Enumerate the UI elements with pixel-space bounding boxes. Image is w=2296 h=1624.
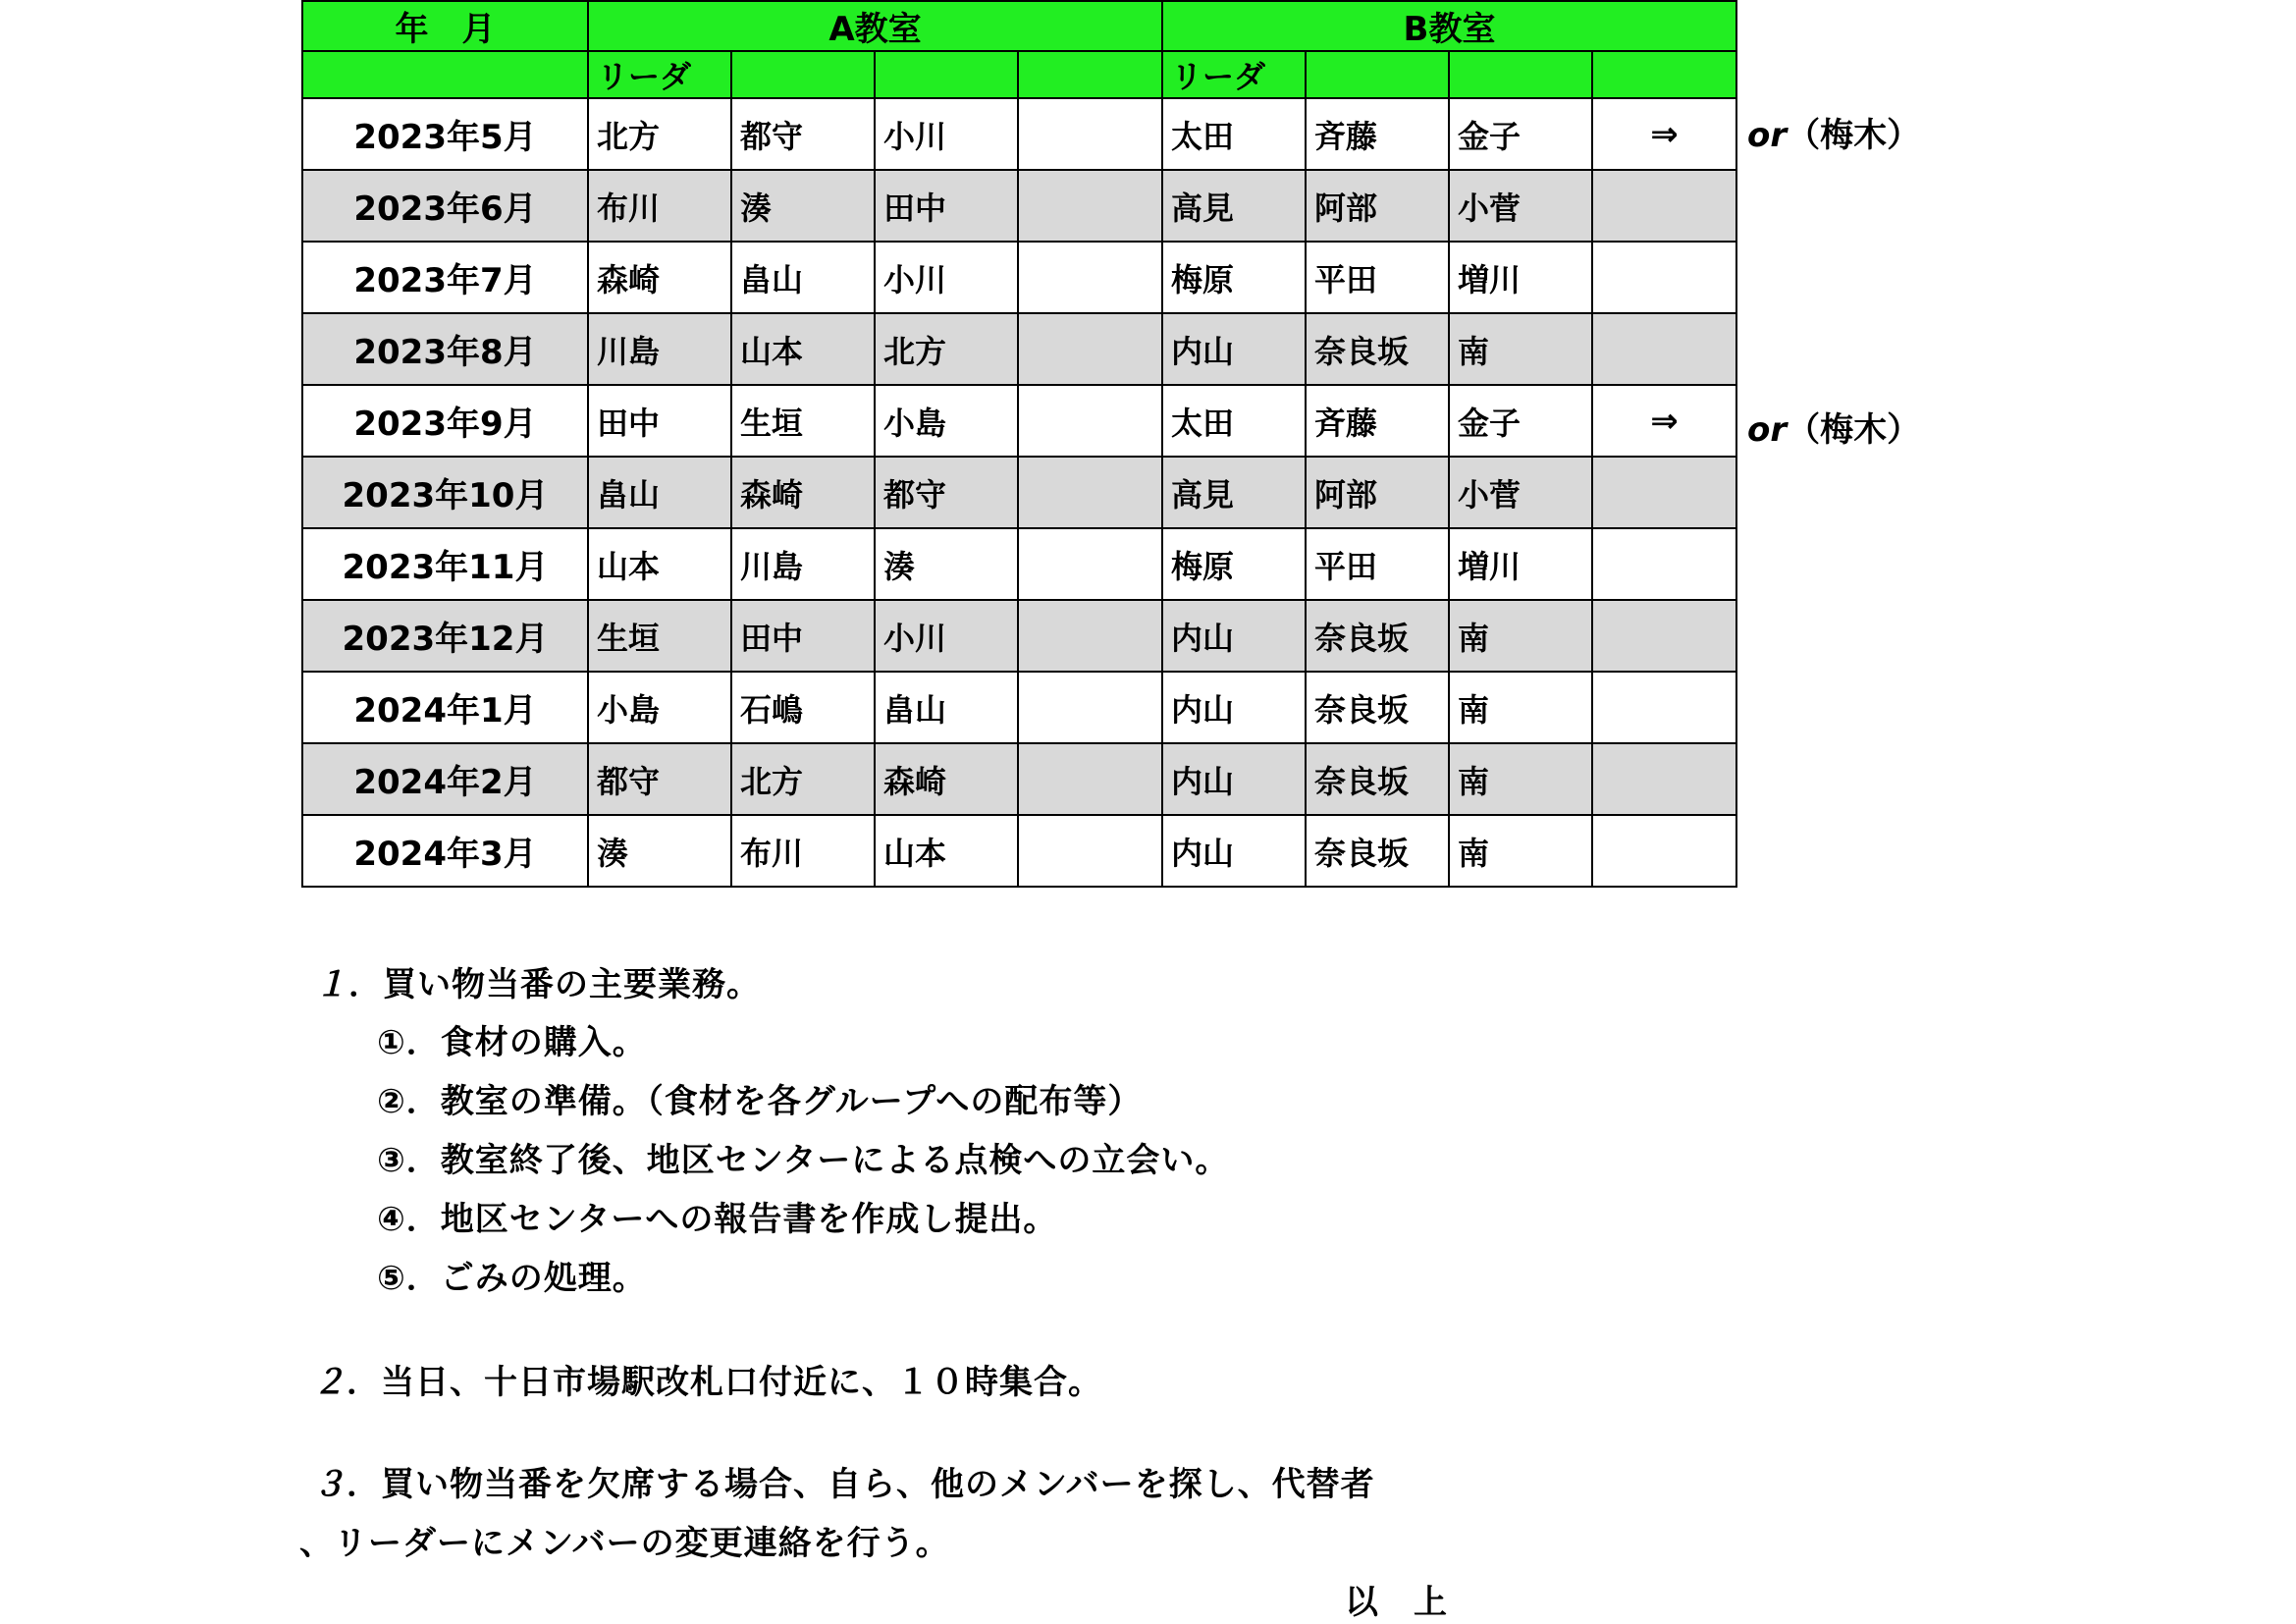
table-row (302, 457, 1736, 528)
table-row (302, 672, 1736, 743)
note-sub-3: ③．教室終了後、地区センターによる点検への立会い。 (377, 1141, 1230, 1180)
cell-a-member (1018, 313, 1162, 385)
header-blank (1449, 51, 1592, 98)
cell-a-member (1018, 672, 1162, 743)
header-row-top (302, 1, 1736, 51)
cell-year-month: 2023年8月 (302, 313, 588, 385)
cell-arrow (1592, 313, 1736, 385)
note-item-2-text: ．当日、十日市場駅改札口付近に、１０時集合。 (347, 1363, 1102, 1402)
cell-a-member (1018, 98, 1162, 170)
table-row (302, 98, 1736, 170)
cell-arrow (1592, 170, 1736, 242)
cell-arrow (1592, 528, 1736, 600)
cell-a-member: 湊 (875, 528, 1018, 600)
cell-b-leader: 高見 (1162, 457, 1306, 528)
cell-b-member: 南 (1449, 743, 1592, 815)
cell-arrow (1592, 457, 1736, 528)
cell-b-member: 奈良坂 (1306, 815, 1449, 887)
cell-b-member: 増川 (1449, 528, 1592, 600)
cell-a-member: 小川 (875, 242, 1018, 313)
cell-b-member: 南 (1449, 672, 1592, 743)
cell-a-leader: 布川 (588, 170, 731, 242)
cell-b-leader: 高見 (1162, 170, 1306, 242)
cell-a-member (1018, 743, 1162, 815)
header-blank (875, 51, 1018, 98)
header-year-month: 年 月 (302, 1, 588, 51)
header-leader-b: リーダ (1162, 51, 1306, 98)
cell-arrow (1592, 242, 1736, 313)
cell-b-member: 奈良坂 (1306, 600, 1449, 672)
cell-year-month: 2023年6月 (302, 170, 588, 242)
cell-a-member (1018, 457, 1162, 528)
table-row (302, 743, 1736, 815)
cell-year-month: 2023年12月 (302, 600, 588, 672)
cell-year-month: 2023年10月 (302, 457, 588, 528)
cell-a-member (1018, 385, 1162, 457)
cell-b-member: 平田 (1306, 528, 1449, 600)
cell-b-leader: 太田 (1162, 385, 1306, 457)
cell-a-leader: 生垣 (588, 600, 731, 672)
header-leader-a: リーダ (588, 51, 731, 98)
cell-a-member (1018, 528, 1162, 600)
cell-b-member: 阿部 (1306, 457, 1449, 528)
cell-b-member: 小菅 (1449, 457, 1592, 528)
cell-a-member: 布川 (731, 815, 875, 887)
cell-b-member: 増川 (1449, 242, 1592, 313)
cell-a-leader: 畠山 (588, 457, 731, 528)
cell-year-month: 2024年2月 (302, 743, 588, 815)
cell-a-member: 北方 (731, 743, 875, 815)
cell-b-member: 南 (1449, 313, 1592, 385)
table-row (302, 170, 1736, 242)
cell-a-member (1018, 170, 1162, 242)
cell-b-leader: 内山 (1162, 672, 1306, 743)
cell-arrow: ⇒ (1592, 98, 1736, 170)
cell-a-member: 石嶋 (731, 672, 875, 743)
cell-a-member: 森崎 (875, 743, 1018, 815)
cell-a-member: 川島 (731, 528, 875, 600)
cell-a-member: 畠山 (875, 672, 1018, 743)
cell-a-member: 湊 (731, 170, 875, 242)
cell-b-member: 金子 (1449, 385, 1592, 457)
cell-a-member: 小島 (875, 385, 1018, 457)
cell-b-member: 斉藤 (1306, 385, 1449, 457)
substitute-name: （梅木） (1787, 410, 1921, 450)
cell-year-month: 2024年1月 (302, 672, 588, 743)
cell-arrow (1592, 743, 1736, 815)
cell-a-leader: 湊 (588, 815, 731, 887)
substitute-name: （梅木） (1787, 116, 1921, 155)
cell-arrow (1592, 672, 1736, 743)
table-row (302, 528, 1736, 600)
header-blank (1018, 51, 1162, 98)
duty-schedule-table (301, 0, 1737, 888)
cell-a-leader: 都守 (588, 743, 731, 815)
note-item-1-text: ．買い物当番の主要業務。 (348, 965, 761, 1004)
cell-a-member: 生垣 (731, 385, 875, 457)
header-blank (731, 51, 875, 98)
cell-a-member: 田中 (731, 600, 875, 672)
cell-a-member: 山本 (731, 313, 875, 385)
cell-a-member: 都守 (875, 457, 1018, 528)
note-item-2-number: ２ (312, 1363, 347, 1402)
cell-a-member: 田中 (875, 170, 1018, 242)
header-blank (302, 51, 588, 98)
cell-b-member: 阿部 (1306, 170, 1449, 242)
substitute-or-label: or (1747, 116, 1788, 155)
cell-year-month: 2023年5月 (302, 98, 588, 170)
cell-arrow (1592, 815, 1736, 887)
cell-a-member (1018, 242, 1162, 313)
cell-b-member: 平田 (1306, 242, 1449, 313)
note-item-3-continued: 、リーダーにメンバーの変更連絡を行う。 (299, 1524, 950, 1563)
cell-b-member: 斉藤 (1306, 98, 1449, 170)
cell-b-member: 奈良坂 (1306, 672, 1449, 743)
cell-a-member: 畠山 (731, 242, 875, 313)
cell-b-member: 金子 (1449, 98, 1592, 170)
table-row (302, 313, 1736, 385)
cell-arrow (1592, 600, 1736, 672)
cell-a-member (1018, 815, 1162, 887)
cell-b-member: 奈良坂 (1306, 313, 1449, 385)
cell-a-member: 小川 (875, 600, 1018, 672)
substitute-or-label: or (1747, 410, 1788, 450)
note-sub-1: ①．食材の購入。 (377, 1023, 647, 1062)
cell-b-leader: 内山 (1162, 313, 1306, 385)
cell-a-leader: 森崎 (588, 242, 731, 313)
table-row (302, 815, 1736, 887)
cell-b-member: 南 (1449, 600, 1592, 672)
cell-a-leader: 北方 (588, 98, 731, 170)
cell-a-member: 小川 (875, 98, 1018, 170)
note-item-2 (312, 1355, 1102, 1403)
cell-b-leader: 梅原 (1162, 242, 1306, 313)
cell-b-member: 南 (1449, 815, 1592, 887)
cell-b-leader: 梅原 (1162, 528, 1306, 600)
cell-year-month: 2023年11月 (302, 528, 588, 600)
cell-a-member: 森崎 (731, 457, 875, 528)
substitute-note (1747, 108, 1920, 156)
cell-b-leader: 内山 (1162, 743, 1306, 815)
cell-b-leader: 太田 (1162, 98, 1306, 170)
note-item-1-number: １ (314, 965, 348, 1004)
cell-b-member: 小菅 (1449, 170, 1592, 242)
note-item-3-text: ．買い物当番を欠席する場合、自ら、他のメンバーを探し、代替者 (347, 1465, 1375, 1504)
header-class-b: B教室 (1162, 1, 1736, 51)
cell-b-leader: 内山 (1162, 815, 1306, 887)
cell-a-member: 山本 (875, 815, 1018, 887)
cell-arrow: ⇒ (1592, 385, 1736, 457)
note-item-1 (314, 957, 761, 1005)
substitute-note (1747, 403, 1920, 451)
note-sub-5: ⑤．ごみの処理。 (377, 1259, 647, 1298)
header-row-sub (302, 51, 1736, 98)
note-sub-2: ②．教室の準備。（食材を各グループへの配布等） (377, 1082, 1143, 1121)
cell-b-leader: 内山 (1162, 600, 1306, 672)
table-row (302, 242, 1736, 313)
cell-a-member (1018, 600, 1162, 672)
header-blank (1592, 51, 1736, 98)
note-sub-4: ④．地区センターへの報告書を作成し提出。 (377, 1200, 1058, 1239)
closing-text: 以 上 (1345, 1583, 1448, 1622)
cell-a-leader: 小島 (588, 672, 731, 743)
cell-a-member: 都守 (731, 98, 875, 170)
cell-a-member: 北方 (875, 313, 1018, 385)
note-item-3 (312, 1457, 1375, 1505)
cell-b-member: 奈良坂 (1306, 743, 1449, 815)
note-item-3-number: ３ (312, 1465, 347, 1504)
cell-year-month: 2023年9月 (302, 385, 588, 457)
cell-year-month: 2024年3月 (302, 815, 588, 887)
table-row (302, 600, 1736, 672)
cell-year-month: 2023年7月 (302, 242, 588, 313)
cell-a-leader: 川島 (588, 313, 731, 385)
cell-a-leader: 田中 (588, 385, 731, 457)
header-blank (1306, 51, 1449, 98)
table-row (302, 385, 1736, 457)
header-class-a: A教室 (588, 1, 1162, 51)
cell-a-leader: 山本 (588, 528, 731, 600)
